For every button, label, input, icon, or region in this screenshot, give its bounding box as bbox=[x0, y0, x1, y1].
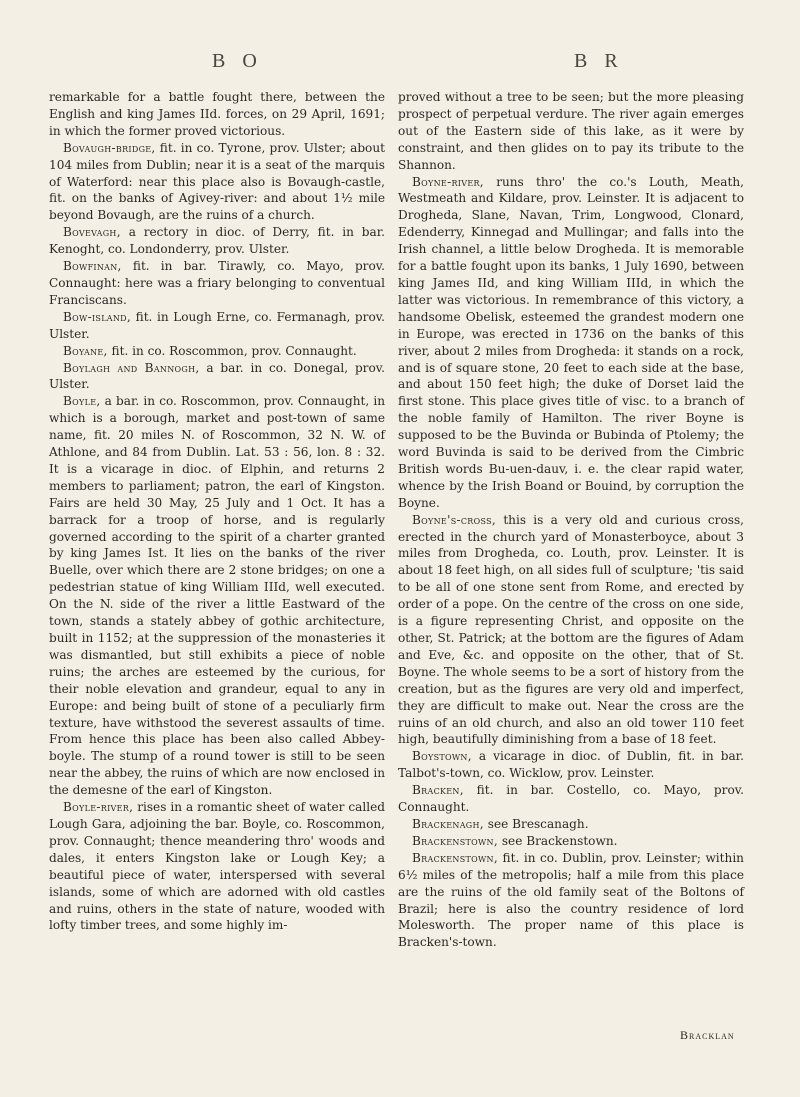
entry-text: rises in a romantic sheet of water called Lough Gara, adjoining the bar. Boyle, co. Roscommon, prov. Connaught; thence meandering thro' woods and dales, it enters Kingston lake or Lough Key; a beautiful piece of water, interspersed with several islands, some of which are adorned with old castles and ruins, others in the state of nature, wooded with lofty timber trees, and some highly im- bbox=[49, 800, 385, 933]
entry bbox=[398, 816, 744, 833]
entry bbox=[49, 224, 385, 258]
entry-headword: Bowfinan, bbox=[63, 259, 122, 274]
entry bbox=[49, 258, 385, 309]
entry-text: fit. in co. Roscommon, prov. Connaught. bbox=[111, 343, 357, 358]
entry-text: a vicarage in dioc. of Dublin, fit. in bar. Talbot's-town, co. Wicklow, prov. Leinster. bbox=[398, 749, 744, 781]
entry bbox=[398, 748, 744, 782]
entry-headword: Brackenstown, bbox=[412, 833, 498, 848]
entry-headword: Boystown, bbox=[412, 749, 472, 764]
entry-text: remarkable for a battle fought there, between the English and king James IId. forces, on 29 April, 1691; in which the former proved victorious. bbox=[49, 90, 385, 138]
entry-headword: Brackenstown, bbox=[412, 850, 498, 865]
entry bbox=[49, 343, 385, 360]
entry-headword: Bovaugh-bridge, bbox=[63, 140, 156, 155]
entry-headword: Boyne's-cross, bbox=[412, 512, 497, 527]
entry-headword: Boyane, bbox=[63, 343, 108, 358]
entry-headword: Bovevagh, bbox=[63, 225, 121, 240]
entry-text: fit. in co. Tyrone, prov. Ulster; about 104 miles from Dublin; near it is a seat of the marquis of Waterford: near this place also is Bovaugh-castle, fit. on the banks of Agivey-river: and about 1½ mile beyond Bovaugh, are the ruins of a church. bbox=[49, 140, 385, 223]
entry-headword: Bracken, bbox=[412, 783, 464, 798]
entry bbox=[398, 512, 744, 749]
entry bbox=[398, 850, 744, 951]
entry-text: fit. in bar. Tirawly, co. Mayo, prov. Connaught: here was a friary belonging to conventual Franciscans. bbox=[49, 259, 385, 307]
entry-text: see Brescanagh. bbox=[487, 816, 589, 831]
entry-text: a bar. in co. Roscommon, prov. Connaught, in which is a borough, market and post-town of same name, fit. 20 miles N. of Roscommon, 32 N. W. of Athlone, and 84 from Dublin. Lat. 53 : 56, lon. 8 : 32. It is a vicarage in dioc. of Elphin, and returns 2 members to parliament; patron, the earl of Kingston. Fairs are held 30 May, 25 July and 1 Oct. It has a barrack for a troop of horse, and is regularly governed according to the spirit of a charter granted by king James Ist. It lies on the banks of the river Buelle, over which there are 2 stone bridges; on one a pedestrian statue of king William IIId, well executed. On the N. side of the river a little Eastward of the town, stands a stately abbey of gothic architecture, built in 1152; at the suppression of the monasteries it was dismantled, but still exhibits a piece of noble ruins; the arches are esteemed by the curious, for their noble elevation and grandeur, equal to any in Europe: and being built of stone of a peculiarly firm texture, have withstood the severest assaults of time. From hence this place has been also called Abbey-boyle. The stump of a round tower is still to be seen near the abbey, the ruins of which are now enclosed in the demesne of the earl of Kingston. bbox=[49, 394, 385, 798]
entry-headword: Boylagh and Bannogh, bbox=[63, 360, 200, 375]
entry bbox=[49, 309, 385, 343]
entry-text: runs thro' the co.'s Louth, Meath, Westmeath and Kildare, prov. Leinster. It is adjacent to Drogheda, Slane, Navan, Trim, Longwood, Clonard, Edenderry, Kinnegad and Mullingar; and falls into the Irish channel, a little below Drogheda. It is memorable for a battle fought upon its banks, 1 July 1690, between king James IId, and king William IIId, in which the latter was victorious. In remembrance of this victory, a handsome Obelisk, esteemed the grandest modern one in Europe, was erected in 1736 on the banks of this river, about 2 miles from Drogheda: it stands on a rock, and is of square stone, 20 feet to each side at the base, and about 150 feet high; the duke of Dorset laid the first stone. This place gives title of visc. to a branch of the noble family of Hamilton. The river Boyne is supposed to be the Buvinda or Bubinda of Ptolemy; the word Buvinda is said to be derived from the Cimbric British words Bu-uen-dauv, i. e. the clear rapid water, whence by the Irish Boand or Bouind, by corruption the Boyne. bbox=[398, 174, 744, 510]
right-column bbox=[398, 89, 744, 951]
entry-text: proved without a tree to be seen; but the more pleasing prospect of perpetual verdure. The river again emerges out of the Eastern side of this lake, as it were by constraint, and then glides on to pay its tribute to the Shannon. bbox=[398, 90, 744, 172]
entry bbox=[49, 360, 385, 394]
entry-text: fit. in Lough Erne, co. Fermanagh, prov. Ulster. bbox=[49, 309, 385, 341]
entry-text: fit. in co. Dublin, prov. Leinster; within 6½ miles of the metropolis; half a mile from this place are the ruins of the old family seat of the Boltons of Brazil; here is also the country residence of lord Molesworth. The proper name of this place is Bracken's-town. bbox=[398, 850, 744, 950]
entry bbox=[398, 174, 744, 512]
entry-headword: Bow-island, bbox=[63, 309, 132, 324]
entry-headword: Boyle, bbox=[63, 394, 101, 409]
entry-headword: Boyne-river, bbox=[412, 174, 484, 189]
entry-text: a bar. in co. Donegal, prov. Ulster. bbox=[49, 360, 385, 392]
entry bbox=[398, 833, 744, 850]
entry-text: this is a very old and curious cross, erected in the church yard of Monasterboyce, about 3 miles from Drogheda, co. Louth, prov. Leinster. It is about 18 feet high, on all sides full of sculpture; 'tis said to be all of one stone sent from Rome, and erected by order of a pope. On the centre of the cross on one side, is a figure representing Christ, and opposite on the other, St. Patrick; at the bottom are the figures of Adam and Eve, &c. and opposite on the other, that of St. Boyne. The whole seems to be a sort of history from the creation, but as the figures are very old and imperfect, they are difficult to make out. Near the cross are the ruins of an old church, and also an old tower 110 feet high, beautifully diminishing from a base of 18 feet. bbox=[398, 512, 744, 747]
catchword: Bracklan bbox=[680, 1028, 735, 1042]
left-column bbox=[49, 89, 385, 934]
entry-text: a rectory in dioc. of Derry, fit. in bar. Kenoght, co. Londonderry, prov. Ulster. bbox=[49, 225, 385, 257]
entry-headword: Boyle-river, bbox=[63, 800, 134, 815]
entry bbox=[398, 89, 744, 174]
running-head-left: B O bbox=[212, 50, 263, 72]
entry bbox=[49, 140, 385, 225]
entry bbox=[398, 782, 744, 816]
entry bbox=[49, 799, 385, 934]
entry-text: fit. in bar. Costello, co. Mayo, prov. Connaught. bbox=[398, 783, 744, 815]
entry-headword: Brackenagh, bbox=[412, 816, 484, 831]
entry bbox=[49, 393, 385, 799]
running-head-right: B R bbox=[574, 50, 624, 72]
entry bbox=[49, 89, 385, 140]
entry-text: see Brackenstown. bbox=[501, 833, 618, 848]
